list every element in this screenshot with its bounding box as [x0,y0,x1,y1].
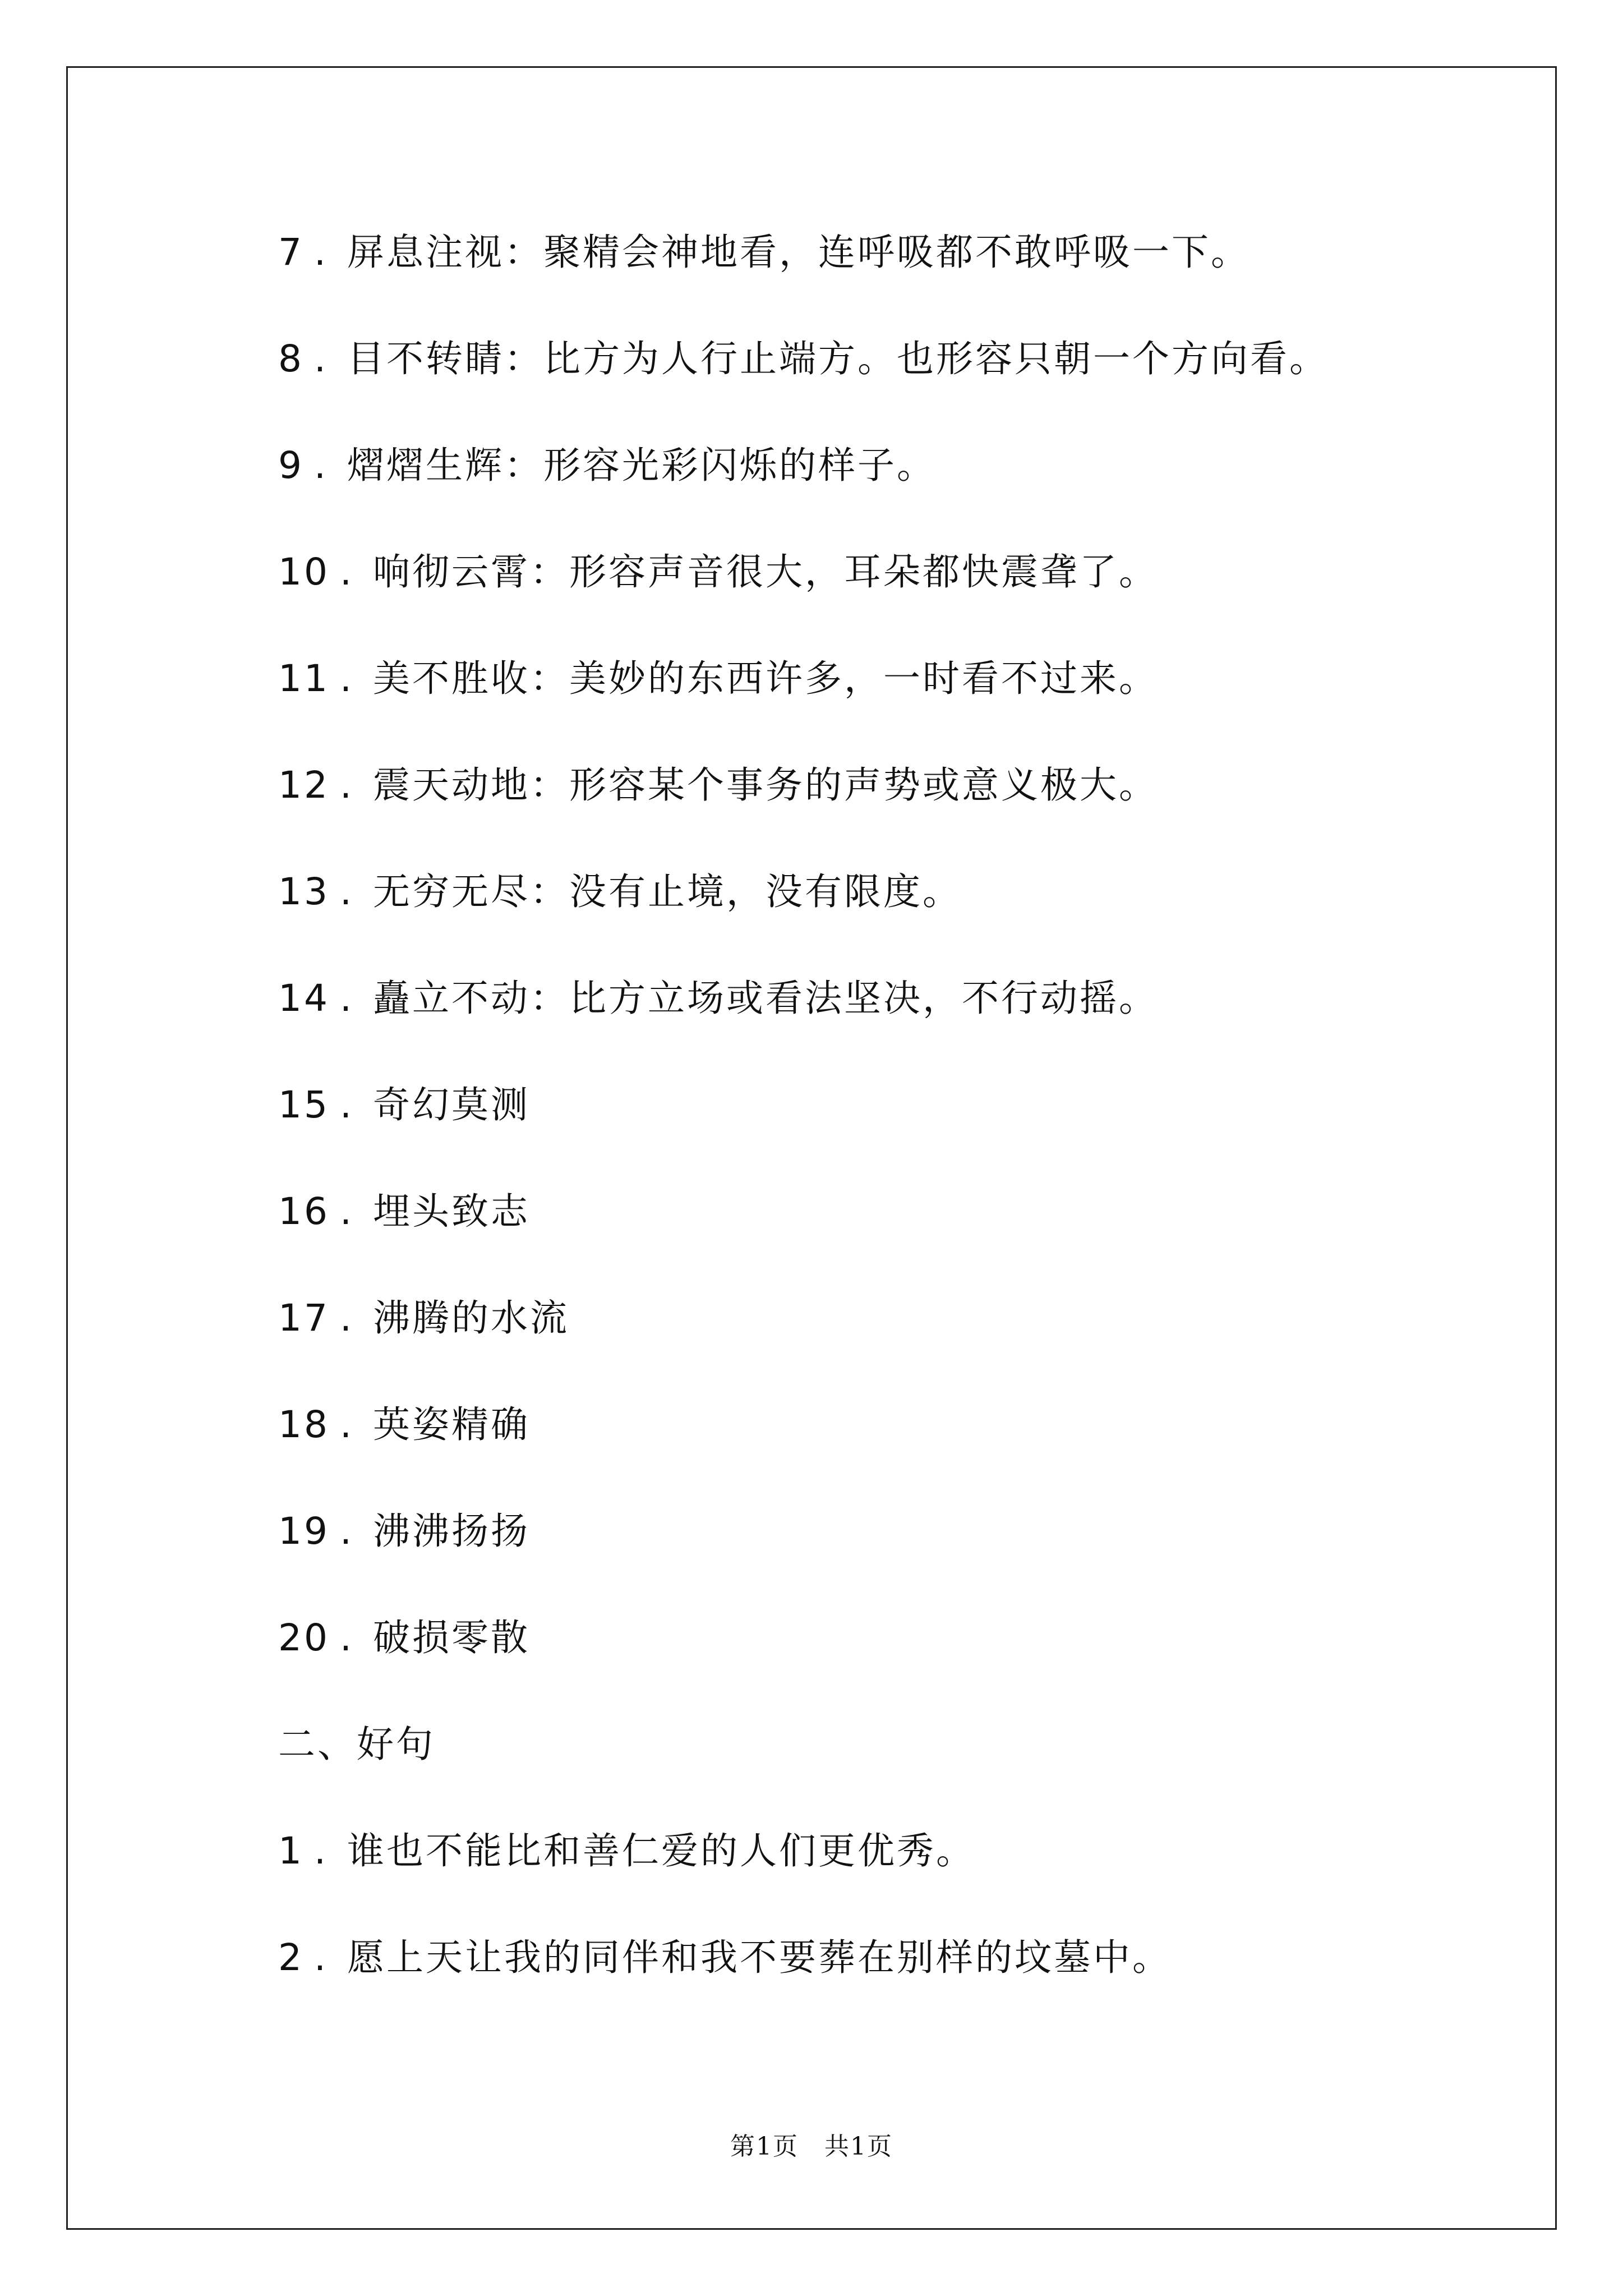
item-separator: . [339,550,354,593]
item-separator: . [339,1616,354,1659]
item-text: 屏息注视：聚精会神地看，连呼吸都不敢呼吸一下。 [347,231,1250,274]
item-separator: . [339,1296,354,1340]
list-item [278,1610,1512,1717]
sentence-text: 谁也不能比和善仁爱的人们更优秀。 [347,1829,975,1872]
list-item [278,544,1512,651]
document-body [278,224,1512,2036]
list-item [278,864,1512,970]
item-separator: . [339,1083,354,1126]
item-text: 沸腾的水流 [372,1296,569,1340]
sentence-separator: . [314,1936,328,1979]
item-number: 18 [278,1403,330,1446]
list-item [278,1184,1512,1290]
sentence-number: 1 [278,1829,304,1872]
list-item [278,1290,1512,1397]
item-number: 16 [278,1190,330,1233]
item-number: 9 [278,444,304,487]
item-text: 响彻云霄：形容声音很大，耳朵都快震聋了。 [372,550,1158,593]
item-text: 沸沸扬扬 [372,1510,530,1553]
item-number: 11 [278,657,330,700]
page-footer: 第1页 共1页 [730,2132,893,2161]
list-item [278,224,1512,331]
item-number: 17 [278,1296,330,1340]
item-separator: . [339,763,354,807]
list-item [278,1397,1512,1503]
item-text: 美不胜收：美妙的东西许多，一时看不过来。 [372,657,1158,700]
item-text: 无穷无尽：没有止境，没有限度。 [372,870,962,913]
item-separator: . [314,231,328,274]
item-separator: . [339,1510,354,1553]
item-number: 10 [278,550,330,593]
list-item [278,1077,1512,1184]
item-separator: . [314,337,328,380]
list-item [278,651,1512,757]
item-number: 19 [278,1510,330,1553]
sentence-text: 愿上天让我的同伴和我不要葬在别样的坟墓中。 [347,1936,1172,1979]
item-number: 8 [278,337,304,380]
list-item [278,331,1512,438]
item-text: 熠熠生辉：形容光彩闪烁的样子。 [347,444,936,487]
list-item [278,438,1512,544]
item-separator: . [339,977,354,1020]
item-separator: . [339,657,354,700]
item-text: 英姿精确 [372,1403,530,1446]
sentence-separator: . [314,1829,328,1872]
item-separator: . [339,870,354,913]
item-number: 15 [278,1083,330,1126]
item-separator: . [339,1190,354,1233]
list-item [278,757,1512,864]
item-number: 14 [278,977,330,1020]
item-separator: . [314,444,328,487]
sentence-item [278,1823,1512,1930]
list-item [278,970,1512,1077]
item-text: 奇幻莫测 [372,1083,530,1126]
item-number: 12 [278,763,330,807]
item-text: 震天动地：形容某个事务的声势或意义极大。 [372,763,1158,807]
item-text: 埋头致志 [372,1190,530,1233]
item-number: 13 [278,870,330,913]
item-text: 矗立不动：比方立场或看法坚决，不行动摇。 [372,977,1158,1020]
item-number: 20 [278,1616,330,1659]
item-text: 目不转睛：比方为人行止端方。也形容只朝一个方向看。 [347,337,1329,380]
sentence-item [278,1930,1512,2036]
item-separator: . [339,1403,354,1446]
sentence-number: 2 [278,1936,304,1979]
list-item [278,1503,1512,1610]
item-number: 7 [278,231,304,274]
item-text: 破损零散 [372,1616,530,1659]
section-heading: 二、好句 [278,1723,435,1766]
